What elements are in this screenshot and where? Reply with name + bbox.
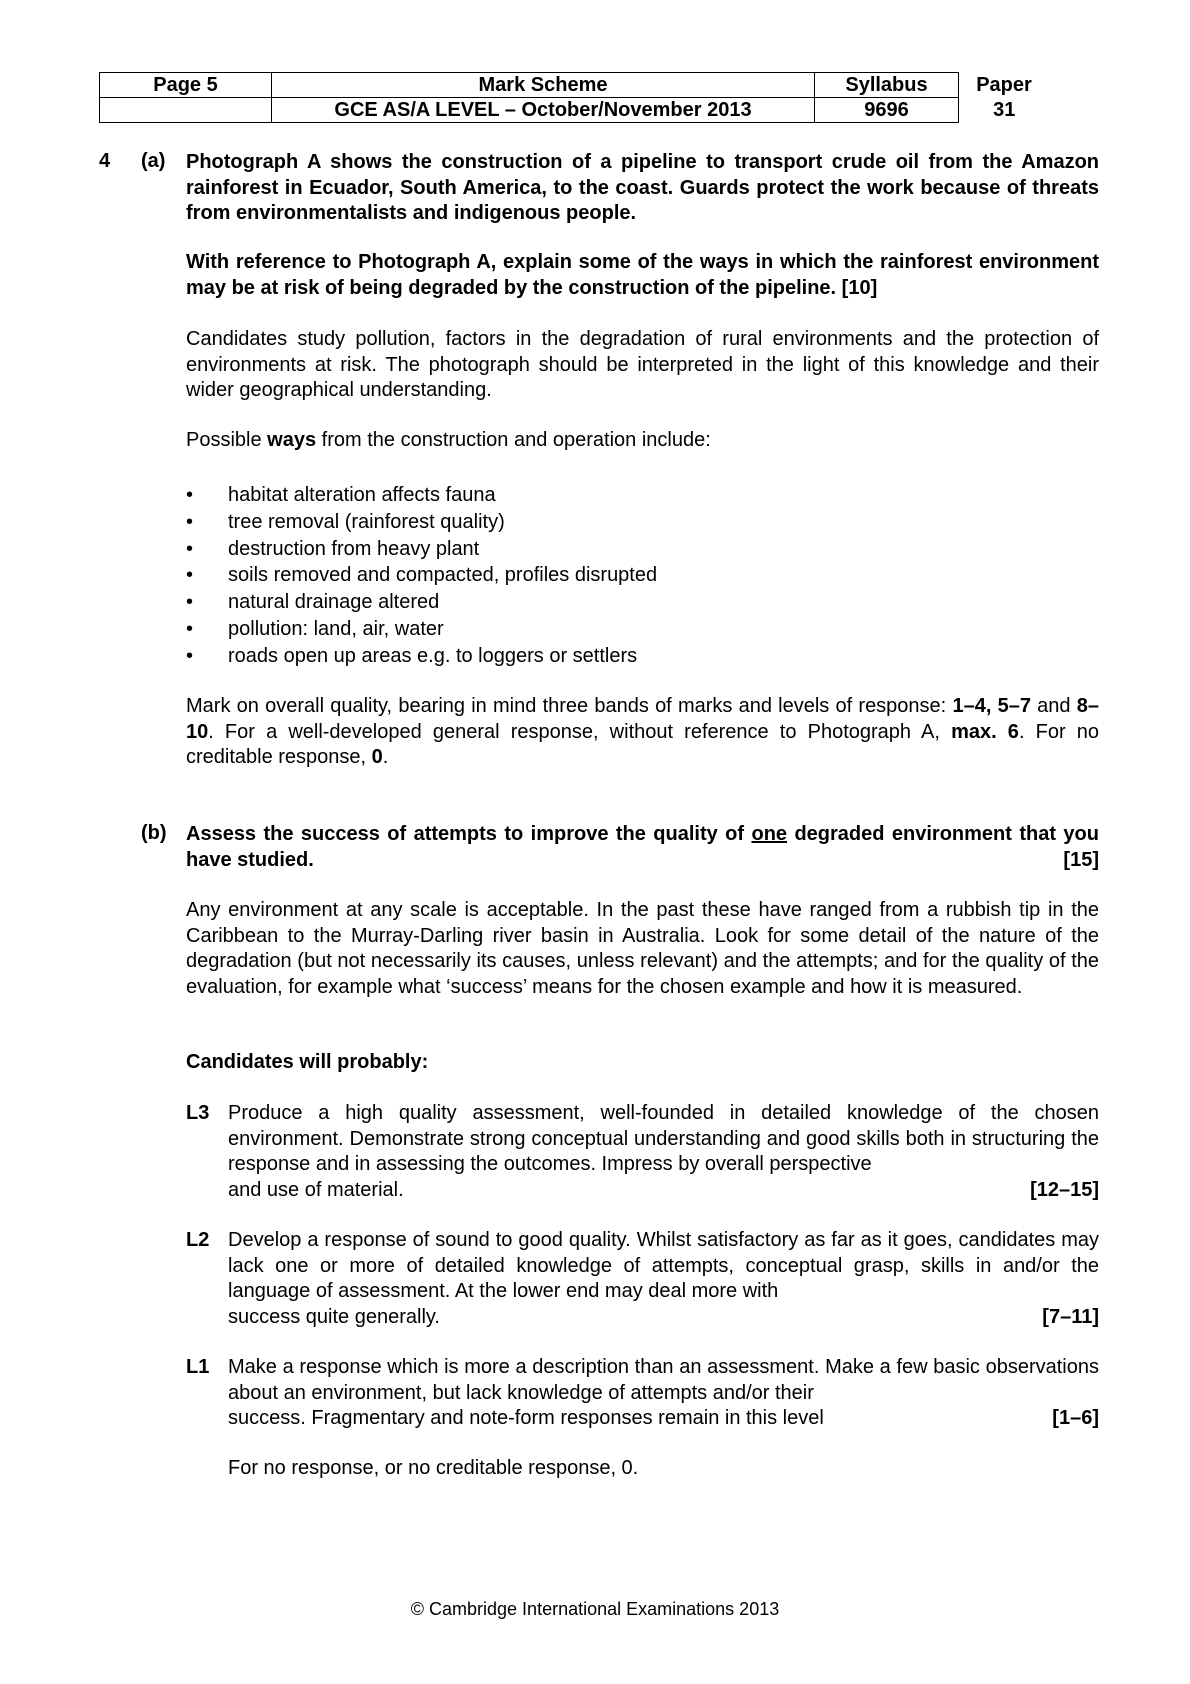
possible-post: from the construction and operation include: <box>316 429 711 451</box>
question-number: 4 <box>99 150 111 172</box>
header-empty-cell <box>100 98 272 123</box>
mark-text-2: and <box>1030 695 1077 717</box>
level-1 <box>186 1355 1099 1432</box>
level-last: success. Fragmentary and note-form responses remain in this level <box>228 1407 824 1429</box>
mark-bold-3: max. 6 <box>951 720 1019 743</box>
header-title: Mark Scheme <box>272 73 815 98</box>
level-code: L2 <box>186 1229 210 1251</box>
list-item: • habitat alteration affects fauna <box>186 482 657 509</box>
part-b-stem-post: degraded environment that you have studied. <box>186 823 1099 871</box>
part-a-task <box>186 250 1099 301</box>
mark-text-1: Mark on overall quality, bearing in mind three bands of marks and levels of response: <box>186 695 953 717</box>
level-marks: [1–6] <box>1052 1407 1099 1429</box>
level-3 <box>186 1101 1099 1203</box>
mark-bold-1: 1–4, 5–7 <box>952 695 1031 717</box>
part-a-stem: Photograph A shows the construction of a pipeline to transport crude oil from the Amazon rainforest in Ecuador, South America, to the coast. Guards protect the work because of threats from environmentalists and indigenous people. <box>186 151 1099 224</box>
part-b-stem-underlined: one <box>751 823 788 845</box>
list-item: • natural drainage altered <box>186 589 657 616</box>
level-last-line <box>228 1406 1099 1432</box>
possible-ways-line <box>186 428 1099 454</box>
part-b-stem-marks: [15] <box>1063 848 1099 871</box>
header-paper: 31 <box>993 99 1016 121</box>
header-paper-label: Paper <box>976 74 1032 96</box>
header-syllabus: 9696 <box>815 98 959 123</box>
level-marks: [12–15] <box>1030 1178 1099 1201</box>
ways-list <box>186 482 657 670</box>
mark-text-3: . For a well-developed general response, without reference to Photograph A, <box>208 720 952 743</box>
part-b-label: (b) <box>141 822 167 844</box>
mark-bold-4: 0 <box>371 746 383 768</box>
level-2 <box>186 1228 1099 1330</box>
list-item: • soils removed and compacted, profiles disrupted <box>186 562 657 589</box>
level-marks: [7–11] <box>1042 1305 1099 1328</box>
header-page: Page 5 <box>100 73 272 98</box>
mark-text-5: . <box>382 746 389 768</box>
no-response-line: For no response, or no creditable response, 0. <box>228 1457 639 1479</box>
level-code: L1 <box>186 1356 210 1378</box>
part-b-stem-pre: Assess the success of attempts to improve the quality of <box>186 823 752 845</box>
header-table <box>99 72 1050 123</box>
header-subtitle: GCE AS/A LEVEL – October/November 2013 <box>272 98 815 123</box>
level-last: success quite generally. <box>228 1305 440 1328</box>
part-b-stem <box>186 822 1099 873</box>
level-last-line <box>228 1178 1099 1204</box>
possible-pre: Possible <box>186 429 268 451</box>
part-b-paragraph: Any environment at any scale is acceptable. In the past these have ranged from a rubbish tip in the Caribbean to the Murray-Darling river basin in Australia. Look for some detail of the nature of the degradation (but not necessarily its causes, unless relevant) and the attempts; and for the quality of the evaluation, for example what ‘success’ means for the chosen example and how it is measured. <box>186 899 1099 998</box>
part-a-label: (a) <box>141 150 166 172</box>
mark-guidance <box>186 694 1099 771</box>
list-item: • pollution: land, air, water <box>186 616 657 643</box>
level-last-line <box>228 1305 1099 1331</box>
candidates-heading: Candidates will probably: <box>186 1051 429 1073</box>
level-text: Develop a response of sound to good quality. Whilst satisfactory as far as it goes, candidates may lack one or more of detailed knowledge of attempts, conceptual grasp, skills in and/or the language of assessment. At the lower end may deal more with <box>228 1229 1099 1302</box>
mark-bold-2: 8–10 <box>186 695 1100 743</box>
part-a-task-marks: [10] <box>841 276 878 299</box>
level-text: Make a response which is more a description than an assessment. Make a few basic observations about an environment, but lack knowledge of attempts and/or their <box>228 1356 1099 1404</box>
list-item: • tree removal (rainforest quality) <box>186 509 657 536</box>
header-syllabus-label: Syllabus <box>815 73 959 98</box>
level-code: L3 <box>186 1102 210 1124</box>
list-item: • destruction from heavy plant <box>186 536 657 563</box>
level-text: Produce a high quality assessment, well-founded in detailed knowledge of the chosen environment. Demonstrate strong conceptual understanding and good skills both in structuring the response and in assessing the outcomes. Impress by overall perspective <box>228 1102 1099 1175</box>
part-a-paragraph: Candidates study pollution, factors in the degradation of rural environments and the protection of environments at risk. The photograph should be interpreted in the light of this knowledge and their wider geographical understanding. <box>186 328 1099 401</box>
level-last: and use of material. <box>228 1178 404 1201</box>
part-a-task-text: With reference to Photograph A, explain some of the ways in which the rainforest environment may be at risk of being degraded by the construction of the pipeline. <box>186 251 1099 299</box>
footer-copyright: © Cambridge International Examinations 2013 <box>410 1599 780 1619</box>
mark-text-4: . For no creditable response, <box>186 720 1100 768</box>
list-item: • roads open up areas e.g. to loggers or settlers <box>186 643 657 670</box>
possible-bold: ways <box>267 429 317 451</box>
